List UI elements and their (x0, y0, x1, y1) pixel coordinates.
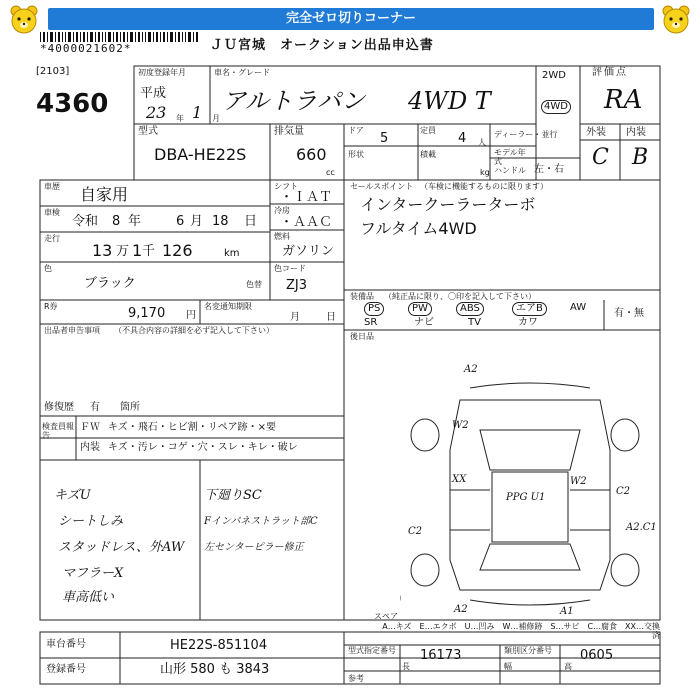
evaluation-label: 評価点 (592, 67, 628, 78)
model-year-label: モデル年式 (494, 148, 526, 166)
model-label: 車名・グレード (214, 68, 270, 77)
plate-label: 登録番号 (46, 664, 86, 675)
ac-value: ・ＡＡＣ (280, 215, 333, 230)
chassis-label: 車台番号 (46, 639, 86, 650)
damage-mark: PPG U1 (506, 492, 546, 503)
capacity-label: 定員 (420, 126, 436, 135)
length-label: 長 (402, 662, 410, 671)
equipment-abs: ABS (456, 302, 484, 316)
color-value: ブラック (84, 276, 136, 291)
exterior-label: 外装 (586, 127, 606, 138)
damage-mark: W2 (452, 420, 469, 431)
owner-report-label: 出品者申告事項 (44, 326, 100, 335)
interior-label: 内装 (626, 127, 646, 138)
shift-label: シフト (274, 182, 298, 191)
handwritten-note: 車高低い (62, 590, 115, 605)
repair-label: 修復歴 (44, 402, 74, 413)
inspector-label: 検査員報告 (42, 422, 74, 440)
equipment-aw: AW (570, 302, 587, 313)
damage-mark: XX (452, 474, 467, 485)
chassis-value: HE22S-851104 (170, 638, 268, 653)
form-title: ＪＵ宮城 オークション出品申込書 (210, 38, 434, 53)
handle-value: 左・右 (534, 164, 564, 175)
mileage-label: 走行 (44, 234, 60, 243)
class-number-label: 類別区分番号 (504, 646, 552, 655)
width-label: 幅 (504, 662, 512, 671)
doors-value: 5 (380, 131, 389, 146)
plate-value: 山形 580 も 3843 (160, 662, 270, 677)
repair-place: 箇所 (120, 402, 140, 413)
equipment-navi: ナビ (414, 317, 434, 328)
damage-mark: C2 (616, 486, 631, 497)
rear-items-label: 後日品 (350, 332, 374, 341)
inspection-year-unit: 年 (128, 214, 142, 229)
color-change-label: 色替 (246, 280, 262, 289)
form-number-label: 型式指定番号 (348, 646, 396, 655)
name-change-month: 月 (290, 312, 300, 323)
height-label: 高 (564, 662, 572, 671)
spare-label: スペア (374, 612, 398, 621)
capacity-unit: 人 (478, 138, 486, 147)
car-damage-diagram (400, 360, 650, 620)
registration-year-unit: 年 (176, 114, 184, 123)
equipment-leather: カワ (518, 317, 538, 328)
capacity-value: 4 (458, 131, 467, 146)
shape-label: 形状 (348, 150, 364, 159)
registration-year: 23 (146, 103, 167, 122)
shift-value: ・ＩＡＴ (280, 190, 333, 205)
option-4wd-circled: 4WD (541, 100, 571, 114)
sales-point-line1: インタークーラーターボ (360, 195, 536, 214)
handwritten-note: シートしみ (58, 514, 124, 529)
dealer-label: ディーラー・並行 (494, 130, 558, 139)
mileage-rest: 126 (162, 241, 193, 260)
handwritten-note: スタッドレス、外AW (58, 540, 185, 555)
equipment-presence: 有・無 (614, 308, 644, 319)
sales-point-label: セールスポイント (350, 182, 414, 191)
barcode-text: *4000021602* (40, 42, 132, 55)
inspection-day-unit: 日 (244, 214, 258, 229)
equipment-note: （純正品に限り、〇印を記入して下さい） (384, 292, 536, 301)
displacement-label: 排気量 (274, 126, 304, 137)
load-unit: kg (480, 168, 490, 177)
mileage-man-unit: 万 (116, 244, 130, 259)
equipment-ps: PS (364, 302, 384, 316)
damage-mark: C2 (408, 526, 423, 537)
displacement-value: 660 (296, 145, 327, 164)
mileage-sen-unit: 千 (142, 244, 156, 259)
equipment-tv: TV (468, 317, 481, 328)
model-grade: 4WD T (408, 87, 491, 115)
evaluation-score: RA (604, 85, 643, 115)
mileage-sen: 1 (132, 241, 143, 260)
lot-number: 4360 (36, 89, 109, 119)
damage-mark: A2 (454, 604, 468, 615)
handwritten-note: Fインパネストラット部C (204, 516, 318, 527)
damage-mark: W2 (570, 476, 587, 487)
damage-mark: A2 (464, 364, 478, 375)
equipment-airbag: エアB (512, 302, 547, 316)
history-value: 自家用 (80, 185, 129, 204)
header-title: 完全ゼロ切りコーナー (285, 11, 416, 26)
exterior-grade: C (592, 145, 609, 170)
doors-label: ドア (348, 126, 364, 135)
color-label: 色 (44, 264, 52, 273)
color-code: ZJ3 (286, 278, 308, 293)
fuel-label: 燃料 (274, 232, 290, 241)
handle-label: ハンドル (494, 166, 526, 175)
interior-grade: B (632, 145, 649, 170)
inspector-fw-label: ＦＷ (80, 422, 100, 433)
recycle-label: R券 (44, 302, 58, 311)
history-label: 車歴 (44, 182, 60, 191)
registration-month-unit: 月 (212, 114, 220, 123)
inspector-interior-items: キズ・汚レ・コゲ・穴・スレ・キレ・破レ (108, 442, 298, 453)
inspection-month: 6 (176, 214, 185, 229)
inspector-interior-label: 内装 (80, 442, 100, 453)
type-label: 型式 (138, 126, 158, 137)
recycle-value: 9,170 (128, 306, 166, 321)
registration-label: 初度登録年月 (138, 68, 186, 77)
registration-era: 平成 (140, 86, 167, 101)
name-change-day: 日 (326, 312, 336, 323)
equipment-sr: SR (364, 317, 378, 328)
mileage-man: 13 (92, 241, 113, 260)
reference-label: 参考 (348, 674, 364, 683)
load-label: 積載 (420, 150, 436, 159)
form-number-value: 16173 (420, 648, 462, 663)
option-2wd: 2WD (542, 70, 566, 81)
name-change-label: 名変通知期限 (204, 302, 252, 311)
repair-value: 有 (90, 402, 100, 413)
model-name: アルトラパン (222, 87, 366, 115)
type-value: DBA-HE22S (154, 145, 247, 164)
sheet-code: [2103] (36, 66, 70, 77)
inspector-fw-items: キズ・飛石・ヒビ割・リペア跡・×要 (108, 422, 276, 433)
class-number-value: 0605 (580, 648, 614, 663)
equipment-label: 装備品 (350, 292, 374, 301)
color-code-label: 色コード (274, 264, 306, 273)
fuel-value: ガソリン (282, 244, 335, 259)
inspection-day: 18 (212, 214, 229, 229)
handwritten-note: マフラーX (62, 566, 124, 581)
sales-point-line2: フルタイム4WD (360, 219, 477, 238)
handwritten-note: キズU (54, 488, 91, 503)
handwritten-note: 左センターピラー修正 (204, 542, 304, 553)
mileage-unit: km (224, 248, 240, 259)
inspection-era: 令和 (72, 214, 99, 229)
damage-mark: A1 (560, 606, 574, 617)
handwritten-note: 下廻りSC (204, 488, 262, 503)
damage-legend: A…キズ E…エクボ U…凹み W…補修跡 S…サビ C…腐食 XX…交換済 (382, 622, 660, 640)
sales-point-note: （车検に機能するものに限ります） (420, 182, 548, 191)
displacement-unit: cc (326, 168, 335, 177)
ac-label: 冷房 (274, 206, 290, 215)
equipment-pw: PW (408, 302, 432, 316)
inspection-month-unit: 月 (190, 214, 204, 229)
inspection-year: 8 (112, 214, 121, 229)
owner-report-note: （不具合内容の詳細を必ず記入して下さい） (114, 326, 274, 335)
equipment-grid (352, 302, 602, 330)
recycle-unit: 円 (186, 310, 196, 321)
registration-month: 1 (192, 103, 203, 122)
damage-mark: A2.C1 (626, 522, 657, 533)
inspection-label: 車検 (44, 208, 60, 217)
